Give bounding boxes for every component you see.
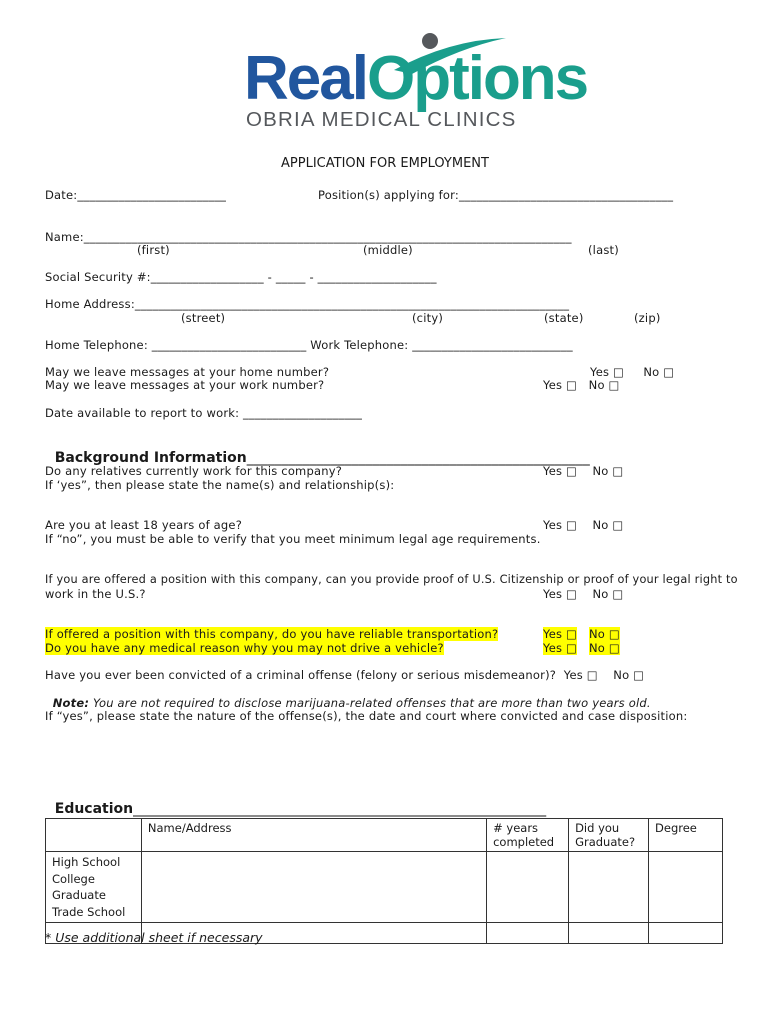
col-name-address: Name/Address bbox=[141, 819, 486, 852]
col-years-completed bbox=[487, 819, 569, 852]
relatives-options[interactable]: Yes □ No □ bbox=[543, 464, 624, 478]
education-table bbox=[45, 818, 723, 944]
msg-work-question: May we leave messages at your work number? bbox=[45, 378, 325, 392]
level-graduate: Graduate bbox=[52, 888, 106, 902]
citizenship-question: If you are offered a position with this company, can you provide proof of U.S. Citizenship or proof of your legal right to bbox=[45, 573, 738, 586]
telephone-fields[interactable]: Home Telephone: __________________________ Work Telephone: ___________________________ bbox=[45, 338, 573, 352]
extra-cell-3[interactable] bbox=[487, 923, 569, 944]
medical-yes[interactable]: Yes □ bbox=[543, 641, 578, 655]
education-body-row bbox=[46, 852, 723, 923]
transportation-yes[interactable]: Yes □ bbox=[543, 627, 578, 641]
company-logo bbox=[244, 30, 588, 134]
address-field[interactable]: Home Address:_________________________________________________________________________ bbox=[45, 297, 570, 311]
age-question: Are you at least 18 years of age? bbox=[45, 518, 243, 532]
citizenship-question-cont: work in the U.S.? bbox=[45, 587, 146, 601]
education-heading bbox=[45, 785, 546, 817]
col-grad-line1: Did you bbox=[575, 821, 620, 835]
extra-cell-4[interactable] bbox=[569, 923, 649, 944]
name-first-label: (first) bbox=[137, 243, 170, 257]
col-years-line1: # years bbox=[493, 821, 539, 835]
name-field[interactable]: Name:__________________________________________________________________________________ bbox=[45, 230, 572, 244]
name-middle-label: (middle) bbox=[363, 243, 413, 257]
addr-city-label: (city) bbox=[412, 311, 444, 325]
education-heading-text: Education bbox=[54, 801, 134, 817]
offense-follow-up: If “yes”, please state the nature of the offense(s), the date and court where convicted and case disposition: bbox=[45, 709, 688, 723]
relatives-follow-up: If ‘yes”, then please state the name(s) and relationship(s): bbox=[45, 478, 395, 492]
transportation-question: If offered a position with this company, do you have reliable transportation? bbox=[45, 627, 499, 641]
date-field[interactable]: Date:_________________________ bbox=[45, 188, 227, 202]
logo-word-real: Real bbox=[244, 44, 367, 113]
degree-cell[interactable] bbox=[649, 852, 723, 923]
education-header-row bbox=[46, 819, 723, 852]
col-graduated bbox=[569, 819, 649, 852]
background-heading bbox=[45, 434, 590, 466]
age-options[interactable]: Yes □ No □ bbox=[543, 518, 624, 532]
logo-word-options: Options bbox=[366, 44, 588, 113]
msg-home-options[interactable]: Yes □ No □ bbox=[590, 365, 675, 379]
transportation-no[interactable]: No □ bbox=[589, 627, 620, 641]
conviction-note bbox=[45, 682, 651, 710]
years-cell[interactable] bbox=[487, 852, 569, 923]
msg-home-question: May we leave messages at your home number? bbox=[45, 365, 330, 379]
background-heading-text: Background Information bbox=[54, 450, 247, 466]
addr-zip-label: (zip) bbox=[634, 311, 661, 325]
name-address-cell[interactable] bbox=[141, 852, 486, 923]
education-levels bbox=[46, 852, 142, 923]
medical-no[interactable]: No □ bbox=[589, 641, 620, 655]
extra-cell-5[interactable] bbox=[649, 923, 723, 944]
graduated-cell[interactable] bbox=[569, 852, 649, 923]
relatives-question: Do any relatives currently work for this company? bbox=[45, 464, 343, 478]
education-footnote: * Use additional sheet if necessary bbox=[45, 930, 263, 945]
education-heading-rule: ___________________________________________________________ bbox=[133, 801, 547, 817]
citizenship-options[interactable]: Yes □ No □ bbox=[543, 587, 624, 601]
logo-subtitle: OBRIA MEDICAL CLINICS bbox=[246, 108, 517, 131]
note-text: You are not required to disclose marijuana-related offenses that are more than two years old. bbox=[89, 696, 651, 710]
conviction-question[interactable]: Have you ever been convicted of a criminal offense (felony or serious misdemeanor)? Yes □ No □ bbox=[45, 668, 645, 682]
level-trade-school: Trade School bbox=[52, 904, 126, 919]
level-high-school: High School bbox=[52, 855, 121, 869]
available-date-field[interactable]: Date available to report to work: ____________________ bbox=[45, 406, 363, 420]
addr-state-label: (state) bbox=[544, 311, 584, 325]
col-degree: Degree bbox=[649, 819, 723, 852]
position-field[interactable]: Position(s) applying for:____________________________________ bbox=[318, 188, 674, 202]
level-college: College bbox=[52, 871, 95, 886]
education-header-blank bbox=[46, 819, 142, 852]
form-title: APPLICATION FOR EMPLOYMENT bbox=[281, 156, 489, 171]
logo-wordmark bbox=[244, 44, 588, 113]
note-label: Note: bbox=[52, 696, 90, 710]
addr-street-label: (street) bbox=[181, 311, 226, 325]
medical-question: Do you have any medical reason why you may not drive a vehicle? bbox=[45, 641, 444, 655]
age-follow-up: If “no”, you must be able to verify that you meet minimum legal age requirements. bbox=[45, 532, 541, 546]
ssn-field[interactable]: Social Security #:___________________ - _____ - ____________________ bbox=[45, 270, 437, 284]
col-years-line2: completed bbox=[493, 835, 555, 849]
name-last-label: (last) bbox=[588, 243, 619, 257]
background-heading-rule: _________________________________________________ bbox=[246, 450, 590, 466]
msg-work-options[interactable]: Yes □ No □ bbox=[543, 378, 620, 392]
col-grad-line2: Graduate? bbox=[575, 835, 636, 849]
